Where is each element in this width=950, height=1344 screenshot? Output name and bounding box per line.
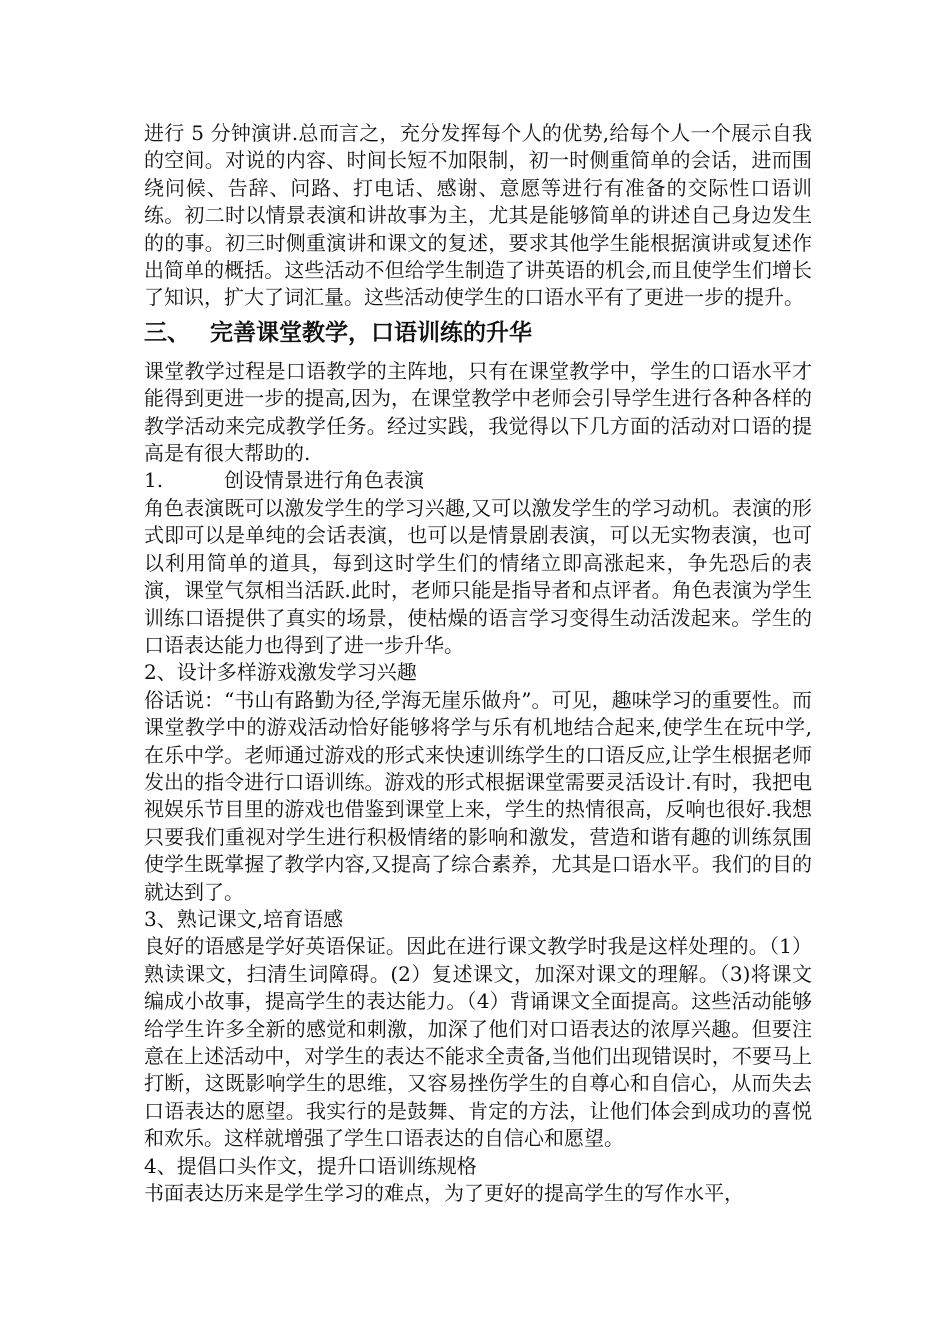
subheading-4: 4、提倡口头作文，提升口语训练规格 bbox=[144, 1153, 477, 1178]
subheading-1-number: 1. bbox=[144, 468, 164, 493]
document-page bbox=[144, 120, 812, 1207]
section-title: 完善课堂教学，口语训练的升华 bbox=[210, 319, 532, 346]
subheading-2: 2、设计多样游戏激发学习兴趣 bbox=[144, 660, 417, 685]
recite-paragraph: 良好的语感是学好英语保证。因此在进行课文教学时我是这样处理的。（1）熟读课文，扫清生词障碍。(2）复述课文，加深对课文的理解。（3)将课文编成小故事，提高学生的表达能力。（4）背诵课文全面提高。这些活动能够给学生许多全新的感觉和刺激，加深了他们对口语表达的浓厚兴趣。但要注意在上述活动中，对学生的表达不能求全责备,当他们出现错误时，不要马上打断，这既影响学生的思维，又容易挫伤学生的自尊心和自信心，从而失去口语表达的愿望。我实行的是鼓舞、肯定的方法，让他们体会到成功的喜悦和欢乐。这样就增强了学生口语表达的自信心和愿望。 bbox=[144, 934, 812, 1151]
section-number: 三、 bbox=[144, 319, 190, 346]
role-play-paragraph: 角色表演既可以激发学生的学习兴趣,又可以激发学生的学习动机。表演的形式即可以是单纯的会话表演，也可以是情景剧表演，可以无实物表演，也可以利用简单的道具，每到这时学生们的情绪立即高涨起来，争先恐后的表演，课堂气氛相当活跃.此时，老师只能是指导者和点评者。角色表演为学生训练口语提供了真实的场景，使枯燥的语言学习变得生动活泼起来。学生的口语表达能力也得到了进一步升华。 bbox=[144, 495, 812, 657]
section-heading bbox=[144, 316, 812, 350]
intro-paragraph: 进行 5 分钟演讲.总而言之，充分发挥每个人的优势,给每个人一个展示自我的空间。对说的内容、时间长短不加限制，初一时侧重简单的会话，进而围绕问候、告辞、问路、打电话、感谢、意愿等进行有准备的交际性口语训练。初二时以情景表演和讲故事为主，尤其是能够简单的讲述自己身边发生的的事。初三时侧重演讲和课文的复述，要求其他学生能根据演讲或复述作出简单的概括。这些活动不但给学生制造了讲英语的机会,而且使学生们增长了知识，扩大了词汇量。这些活动使学生的口语水平有了更进一步的提升。 bbox=[144, 121, 812, 310]
oral-composition-paragraph: 书面表达历来是学生学习的难点，为了更好的提高学生的写作水平， bbox=[144, 1181, 744, 1206]
subheading-1 bbox=[144, 467, 812, 494]
classroom-paragraph: 课堂教学过程是口语教学的主阵地，只有在课堂教学中，学生的口语水平才能得到更进一步的提高,因为，在课堂教学中老师会引导学生进行各种各样的教学活动来完成教学任务。经过实践，我觉得以下几方面的活动对口语的提高是有很大帮助的. bbox=[144, 358, 812, 466]
subheading-1-title: 创设情景进行角色表演 bbox=[224, 468, 424, 493]
games-paragraph: 俗话说：“书山有路勤为径,学海无崖乐做舟”。可见，趣味学习的重要性。而课堂教学中的游戏活动恰好能够将学与乐有机地结合起来,使学生在玩中学,在乐中学。老师通过游戏的形式来快速训练学生的口语反应,让学生根据老师发出的指令进行口语训练。游戏的形式根据课堂需要灵活设计.有时，我把电视娱乐节目里的游戏也借鉴到课堂上来，学生的热情很高，反响也很好.我想只要我们重视对学生进行积极情绪的影响和激发，营造和谐有趣的训练氛围使学生既掌握了教学内容,又提高了综合素养，尤其是口语水平。我们的目的就达到了。 bbox=[144, 687, 812, 904]
subheading-3: 3、熟记课文,培育语感 bbox=[144, 906, 344, 931]
